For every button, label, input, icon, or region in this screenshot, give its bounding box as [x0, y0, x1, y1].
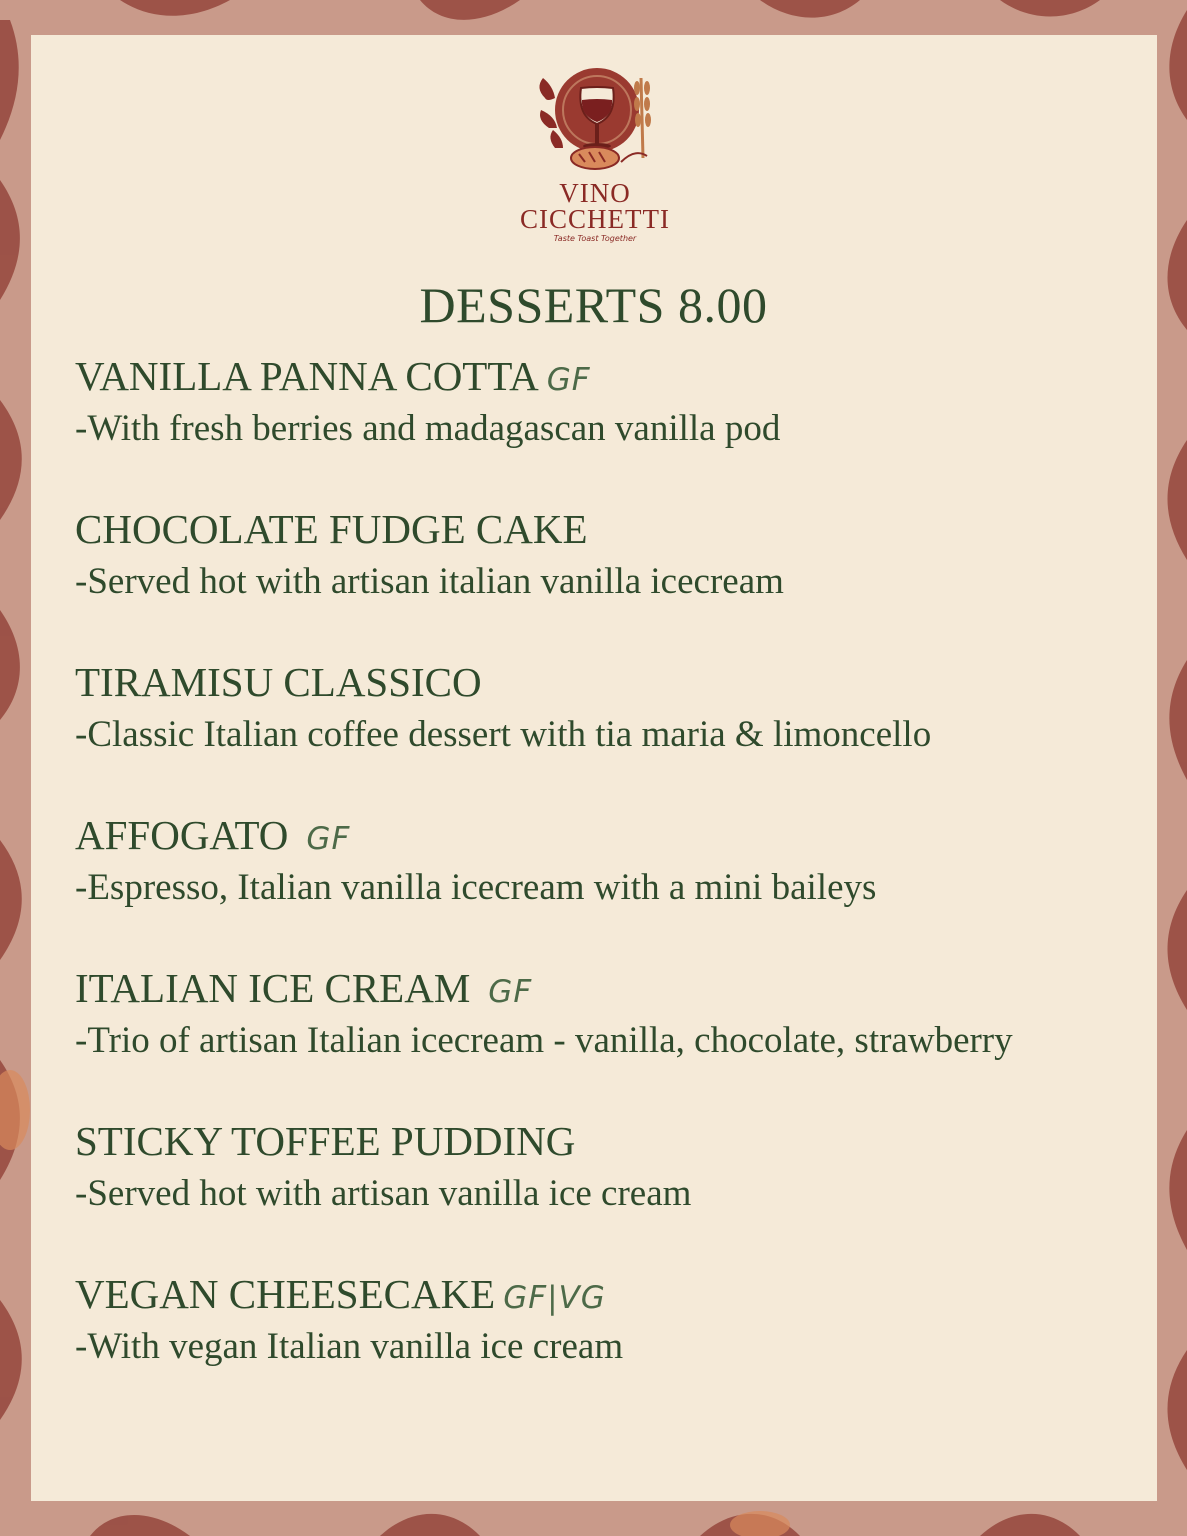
menu-item-description: -Espresso, Italian vanilla icecream with a mini baileys — [75, 867, 877, 908]
brand-name-line2: CICCHETTI — [520, 204, 670, 234]
dietary-tag: GF — [306, 821, 351, 857]
menu-item-description: -Served hot with artisan italian vanilla icecream — [75, 561, 784, 602]
menu-item-name-row — [75, 1271, 623, 1317]
menu-item-name-row — [75, 812, 876, 858]
menu-item — [75, 965, 1013, 1061]
menu-item-description: -With fresh berries and madagascan vanilla pod — [75, 408, 781, 449]
menu-item — [75, 659, 932, 755]
menu-item-name-row — [75, 659, 931, 705]
menu-item-name: STICKY TOFFEE PUDDING — [75, 1118, 576, 1164]
menu-item-name: ITALIAN ICE CREAM — [75, 965, 471, 1011]
menu-item-name-row — [75, 965, 1013, 1011]
menu-item-name-row — [75, 1118, 691, 1164]
brand-name-line1: VINO — [559, 178, 631, 208]
menu-item-name-row — [75, 353, 780, 399]
menu-item-name: VEGAN CHEESECAKE — [75, 1271, 496, 1317]
menu-item-name: VANILLA PANNA COTTA — [75, 353, 539, 399]
dietary-tag: GF|VG — [503, 1280, 606, 1316]
menu-item-description: -Trio of artisan Italian icecream - vanilla, chocolate, strawberry — [75, 1020, 1013, 1061]
menu-item — [75, 1271, 624, 1367]
menu-item-name: AFFOGATO — [75, 812, 289, 858]
wine-glass-emblem-icon — [525, 58, 665, 180]
menu-item-description: -With vegan Italian vanilla ice cream — [75, 1326, 624, 1367]
menu-item-description: -Classic Italian coffee dessert with tia maria & limoncello — [75, 714, 932, 755]
menu-item — [75, 353, 781, 449]
menu-item-name-row — [75, 506, 784, 552]
brand-tagline: Taste Toast Together — [553, 234, 637, 243]
menu-item — [75, 812, 877, 908]
menu-item — [75, 1118, 692, 1214]
menu-title: DESSERTS 8.00 — [419, 277, 768, 333]
menu-item — [75, 506, 784, 602]
brand-logo — [490, 58, 700, 248]
menu-item-name: TIRAMISU CLASSICO — [75, 659, 482, 705]
menu-item-description: -Served hot with artisan vanilla ice cream — [75, 1173, 692, 1214]
menu-item-name: CHOCOLATE FUDGE CAKE — [75, 506, 588, 552]
dietary-tag: GF — [488, 974, 533, 1010]
dietary-tag: GF — [546, 362, 591, 398]
